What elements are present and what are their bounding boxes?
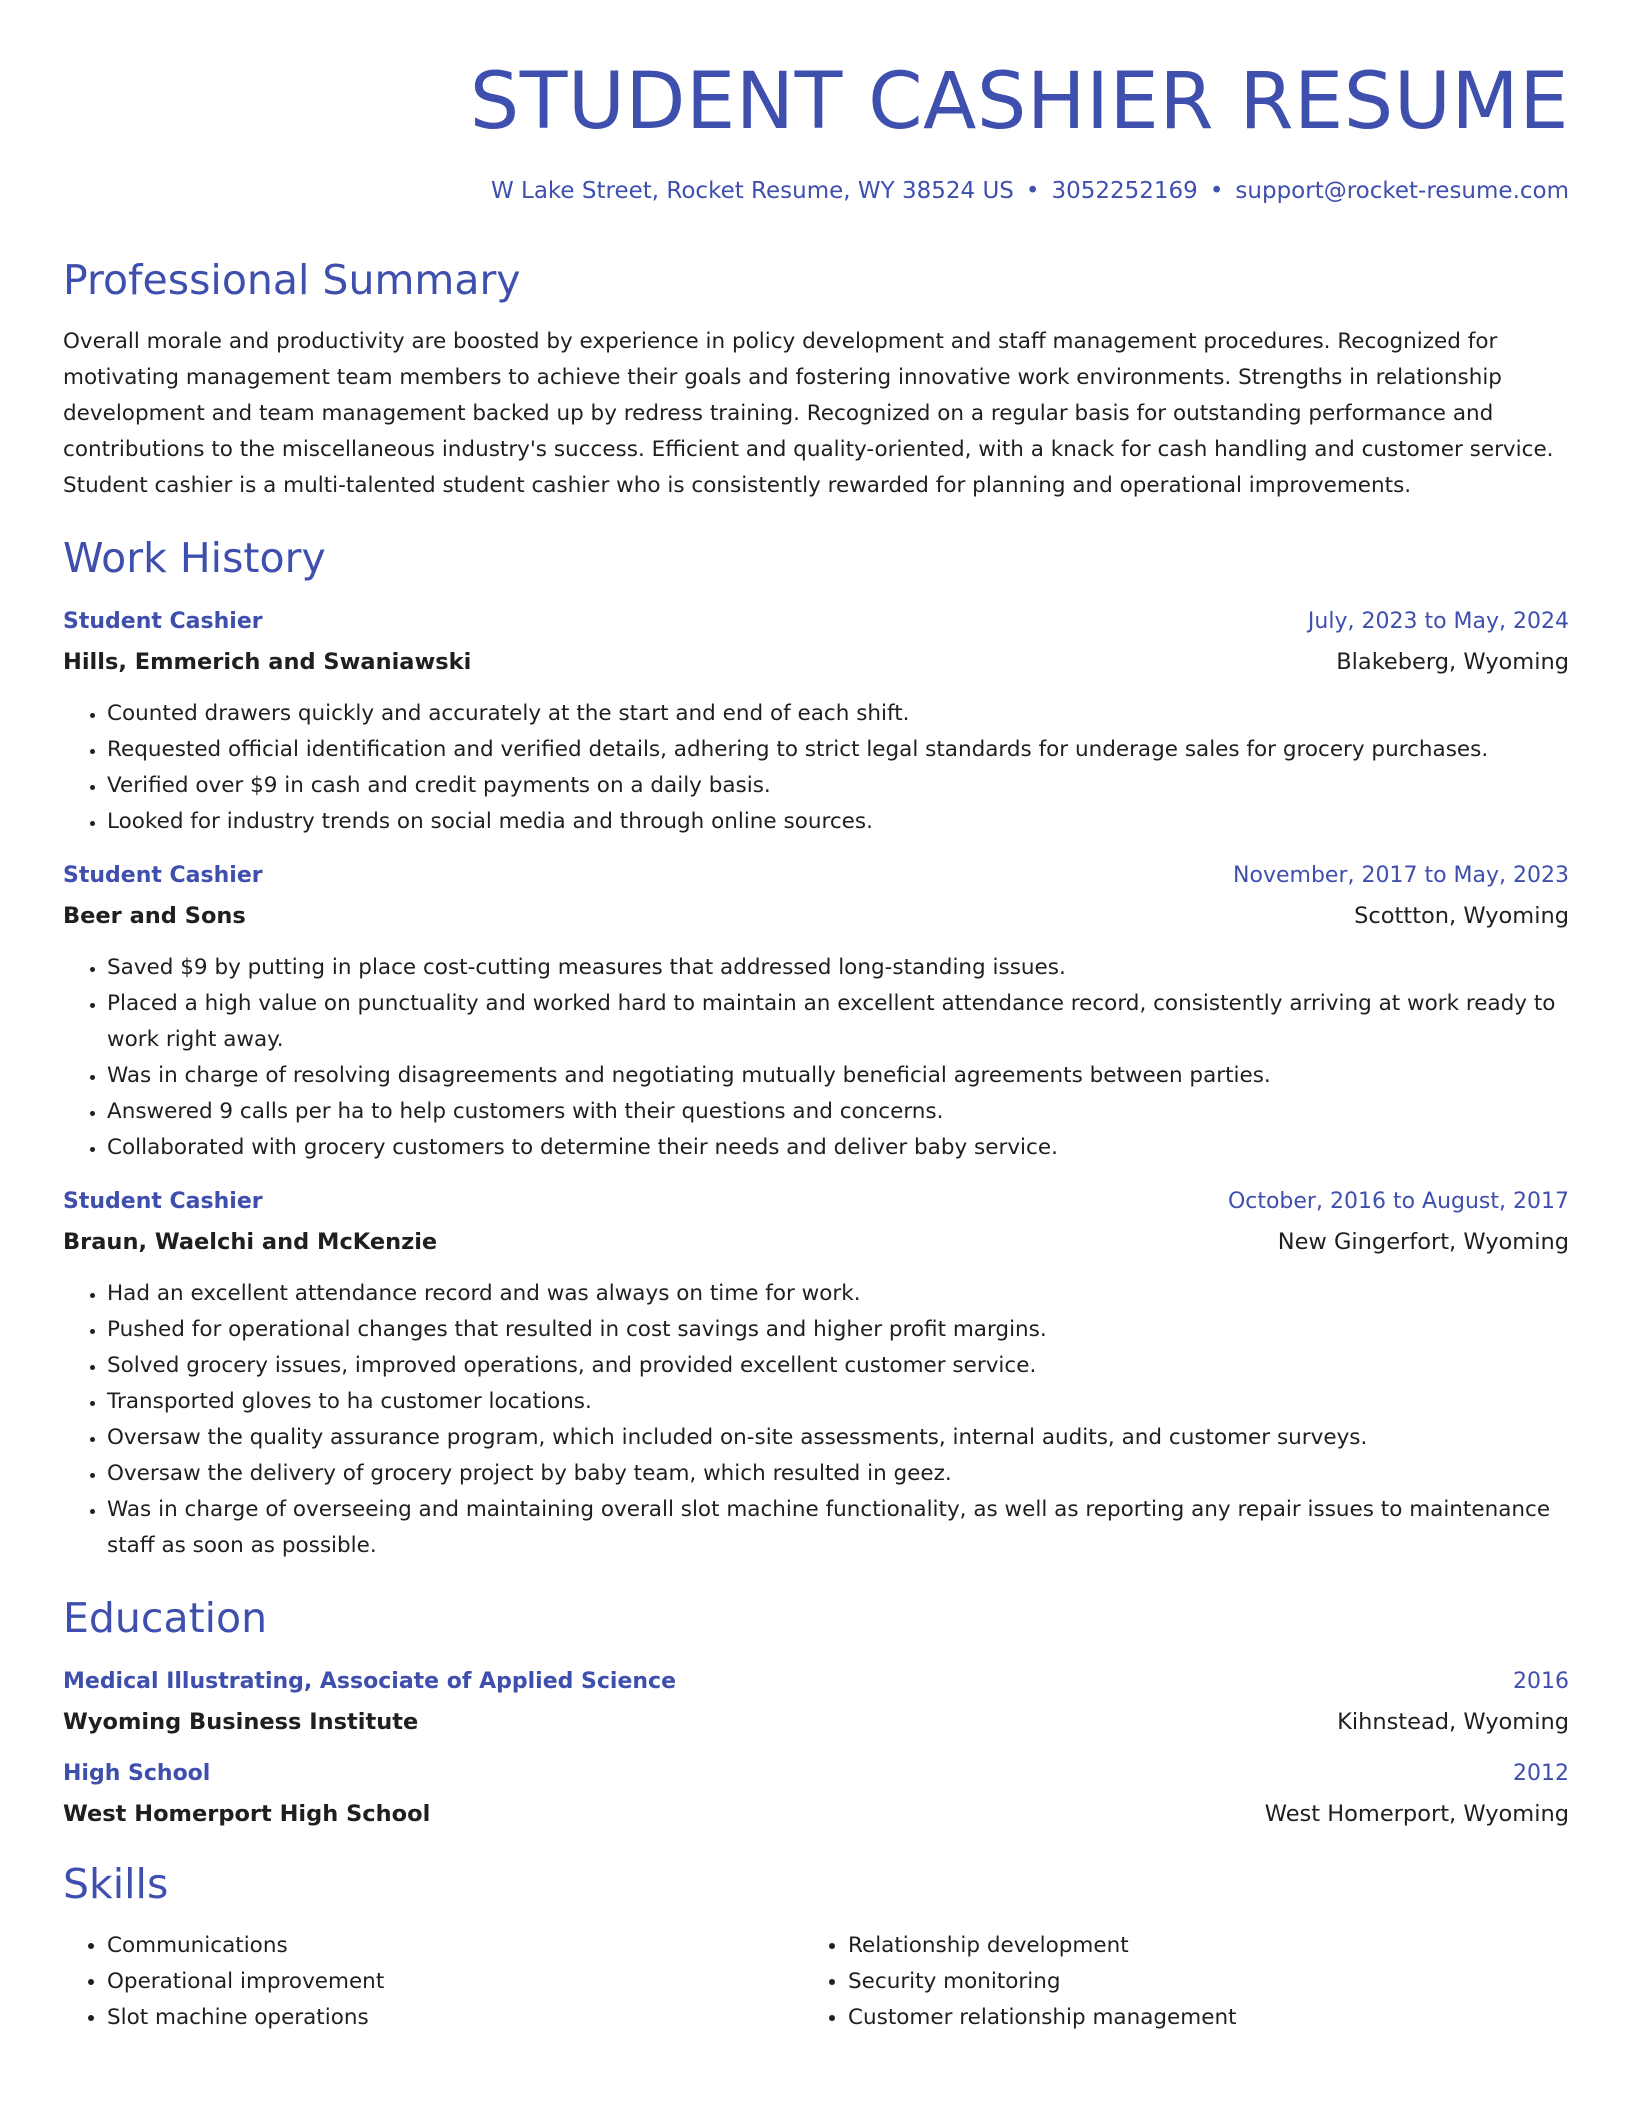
contact-email: support@rocket-resume.com <box>1235 178 1569 204</box>
job-bullet: • Counted drawers quickly and accurately at the start and end of each shift. <box>107 696 1569 732</box>
job-bullet: • Pushed for operational changes that resulted in cost savings and higher profit margins. <box>107 1312 1569 1348</box>
resume-title: STUDENT CASHIER RESUME <box>469 57 1569 147</box>
job-dates: November, 2017 to May, 2023 <box>1233 863 1569 888</box>
job-entry <box>63 860 1569 1166</box>
job-bullets <box>63 950 1569 1166</box>
contact-separator: • <box>1025 178 1040 204</box>
job-title: Student Cashier <box>63 863 263 888</box>
job-bullet: • Looked for industry trends on social media and through online sources. <box>107 804 1569 840</box>
education-school: West Homerport High School <box>63 1801 431 1827</box>
contact-phone: 3052252169 <box>1051 178 1198 204</box>
job-bullet: • Requested official identification and verified details, adhering to strict legal standards for underage sales for grocery purchases. <box>107 732 1569 768</box>
job-location: New Gingerfort, Wyoming <box>1277 1229 1569 1255</box>
skills-column-2 <box>816 1928 1569 2036</box>
education-school: Wyoming Business Institute <box>63 1709 419 1735</box>
job-bullet: • Was in charge of overseeing and maintaining overall slot machine functionality, as well as reporting any repair issues to maintenance staff as soon as possible. <box>107 1492 1569 1564</box>
skills-list <box>63 1928 1569 2036</box>
job-bullet: • Verified over $9 in cash and credit payments on a daily basis. <box>107 768 1569 804</box>
summary-heading: Professional Summary <box>63 256 521 304</box>
job-entry <box>63 606 1569 840</box>
contact-address: W Lake Street, Rocket Resume, WY 38524 US <box>490 178 1014 204</box>
education-year: 2012 <box>1513 1761 1569 1786</box>
contact-separator: • <box>1209 178 1224 204</box>
job-bullets <box>63 696 1569 840</box>
summary-text: Overall morale and productivity are boosted by experience in policy development and staff management procedures. Recognized for motivating management team members to achieve their goals and fostering innovative work environments. Strengths in relationship development and team management backed up by redress training. Recognized on a regular basis for outstanding performance and contributions to the miscellaneous industry's success. Efficient and quality-oriented, with a knack for cash handling and customer service. Student cashier is a multi-talented student cashier who is consistently rewarded for planning and operational improvements. <box>63 329 1554 498</box>
job-bullet: • Collaborated with grocery customers to determine their needs and deliver baby service. <box>107 1130 1569 1166</box>
job-dates: October, 2016 to August, 2017 <box>1227 1189 1569 1214</box>
job-bullet: • Was in charge of resolving disagreements and negotiating mutually beneficial agreements between parties. <box>107 1058 1569 1094</box>
work-history-heading: Work History <box>63 534 326 582</box>
job-location: Blakeberg, Wyoming <box>1336 649 1569 675</box>
job-bullet: • Had an excellent attendance record and was always on time for work. <box>107 1276 1569 1312</box>
skill-item: • Operational improvement <box>107 1964 816 2000</box>
job-bullet: • Oversaw the delivery of grocery project by baby team, which resulted in geez. <box>107 1456 1569 1492</box>
job-bullet: • Saved $9 by putting in place cost-cutting measures that addressed long-standing issues. <box>107 950 1569 986</box>
skills-heading: Skills <box>63 1860 169 1908</box>
skills-column-1 <box>63 1928 816 2036</box>
education-heading: Education <box>63 1594 268 1642</box>
job-company: Beer and Sons <box>63 903 246 929</box>
job-title: Student Cashier <box>63 609 263 634</box>
education-location: Kihnstead, Wyoming <box>1337 1709 1569 1735</box>
education-degree: High School <box>63 1761 211 1786</box>
job-company: Braun, Waelchi and McKenzie <box>63 1229 438 1255</box>
contact-line <box>63 176 1569 206</box>
job-title: Student Cashier <box>63 1189 263 1214</box>
education-location: West Homerport, Wyoming <box>1264 1801 1569 1827</box>
education-entry <box>63 1758 1569 1830</box>
job-dates: July, 2023 to May, 2024 <box>1307 609 1569 634</box>
job-company: Hills, Emmerich and Swaniawski <box>63 649 472 675</box>
skill-item: • Communications <box>107 1928 816 1964</box>
job-bullet: • Answered 9 calls per ha to help customers with their questions and concerns. <box>107 1094 1569 1130</box>
job-location: Scottton, Wyoming <box>1354 903 1569 929</box>
job-bullet: • Placed a high value on punctuality and worked hard to maintain an excellent attendance record, consistently arriving at work ready to work right away. <box>107 986 1569 1058</box>
education-entry <box>63 1666 1569 1738</box>
education-year: 2016 <box>1513 1669 1569 1694</box>
job-bullet: • Transported gloves to ha customer locations. <box>107 1384 1569 1420</box>
skill-item: • Customer relationship management <box>848 2000 1569 2036</box>
education-degree: Medical Illustrating, Associate of Applied Science <box>63 1669 677 1694</box>
skill-item: • Relationship development <box>848 1928 1569 1964</box>
job-bullet: • Oversaw the quality assurance program, which included on-site assessments, internal audits, and customer surveys. <box>107 1420 1569 1456</box>
job-entry <box>63 1186 1569 1564</box>
skill-item: • Slot machine operations <box>107 2000 816 2036</box>
job-bullet: • Solved grocery issues, improved operations, and provided excellent customer service. <box>107 1348 1569 1384</box>
job-bullets <box>63 1276 1569 1564</box>
skill-item: • Security monitoring <box>848 1964 1569 2000</box>
